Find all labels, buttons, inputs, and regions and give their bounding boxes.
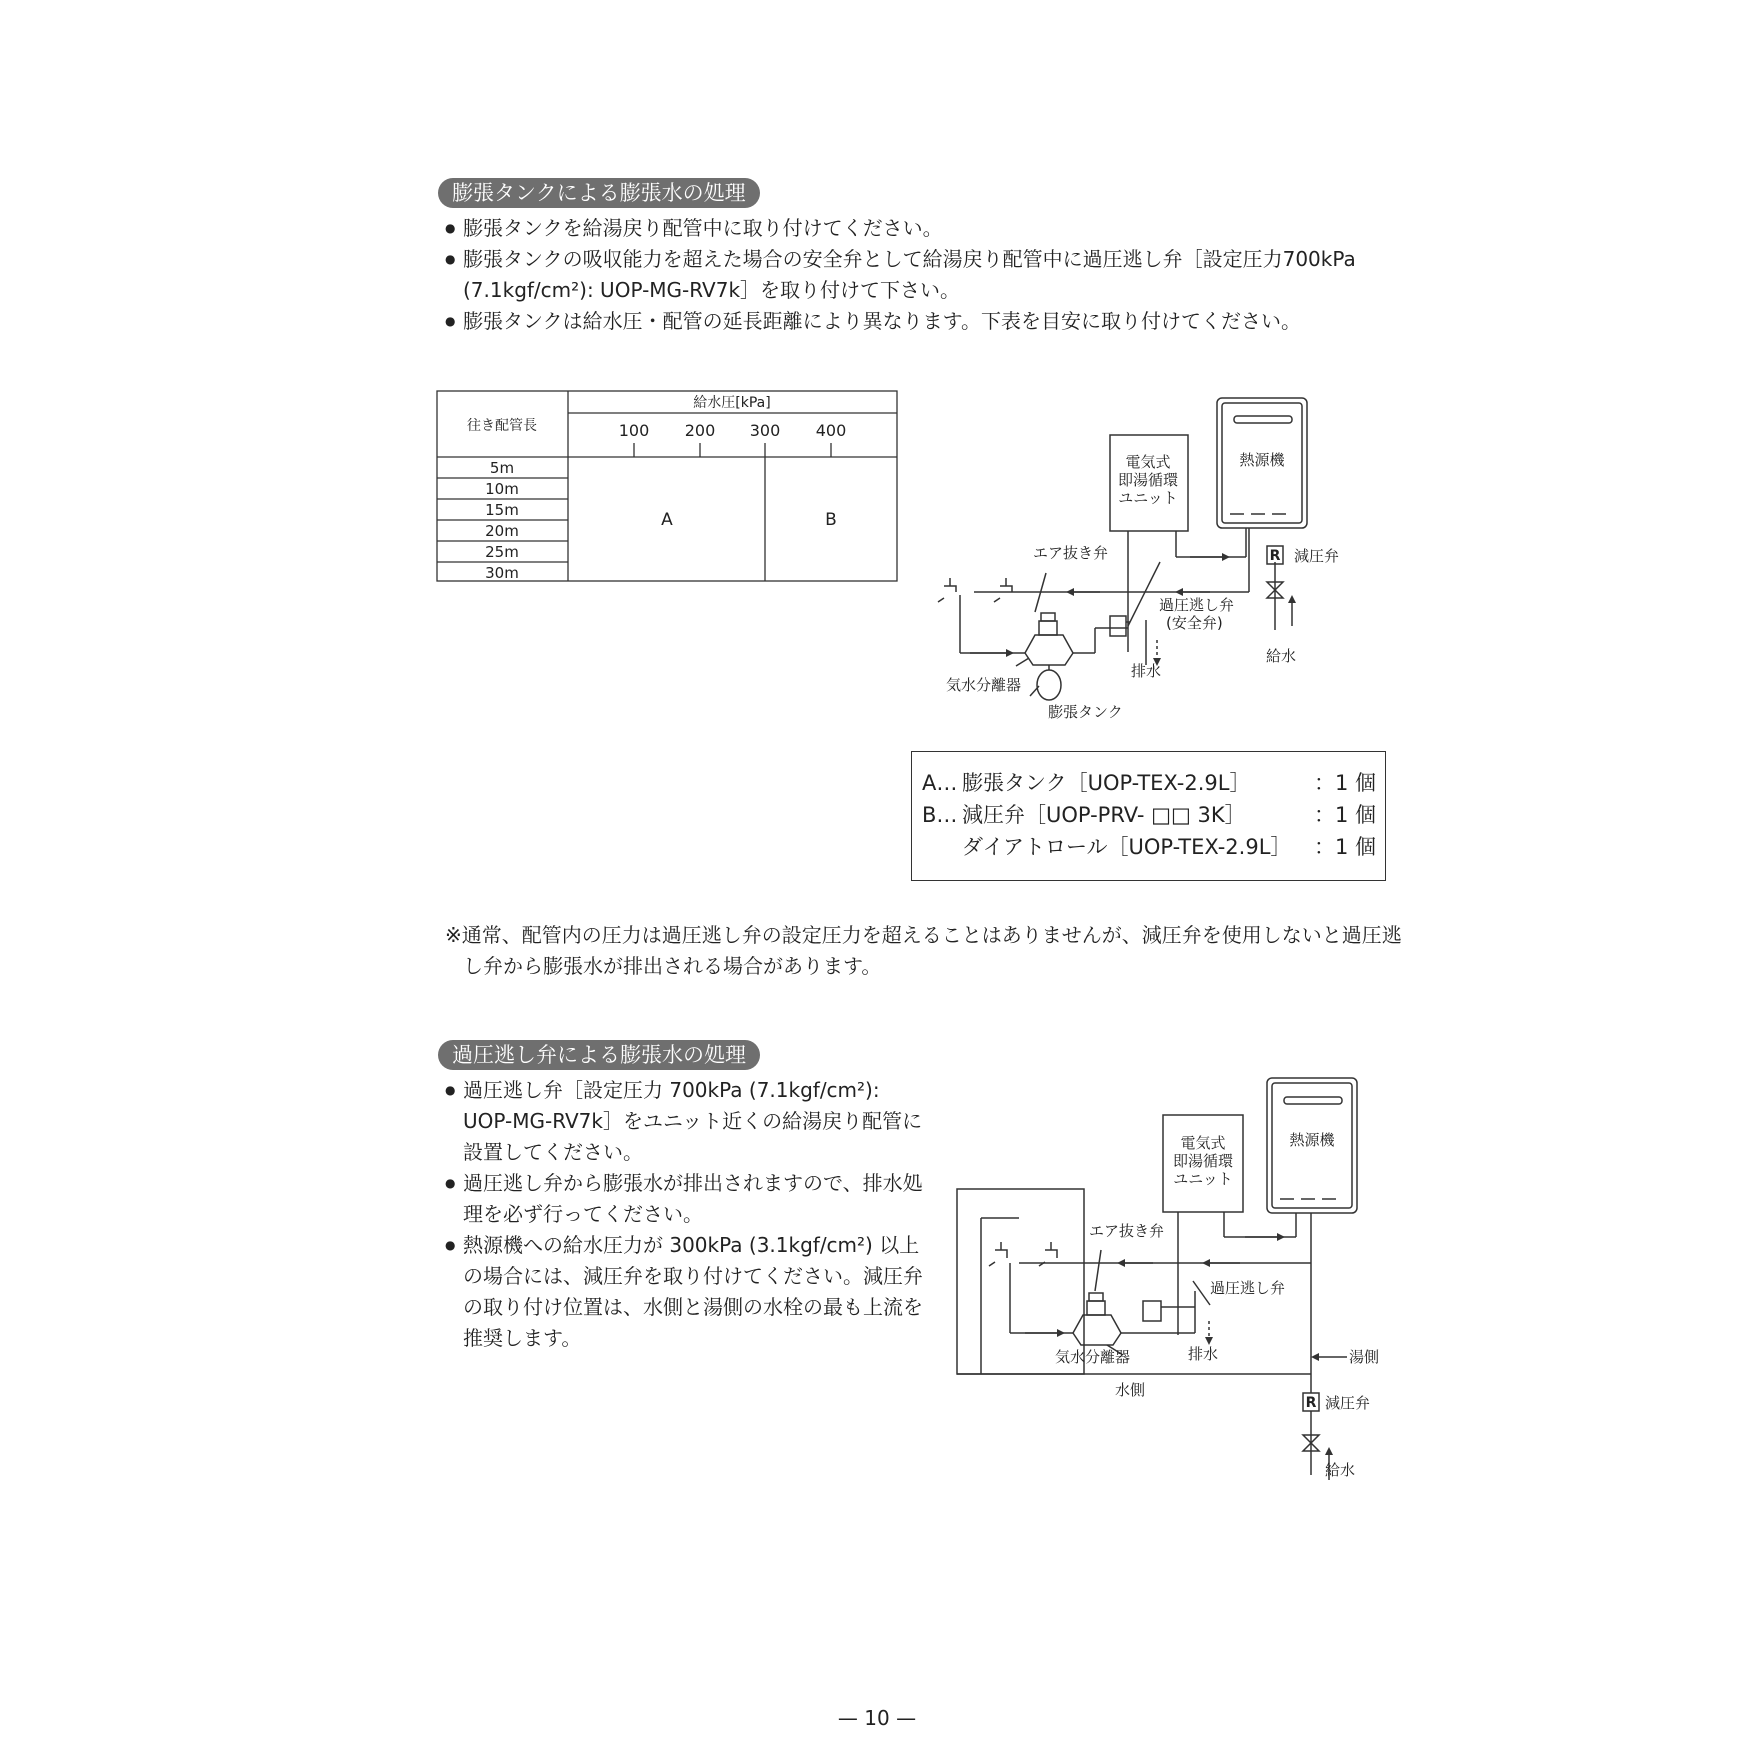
legend-qty: ：1 個 bbox=[1314, 803, 1377, 827]
legend-qty: ：1 個 bbox=[1314, 771, 1377, 795]
tank-shape bbox=[1037, 670, 1061, 700]
unit-line-2: 即湯循環 bbox=[1117, 471, 1179, 489]
col-header: 給水圧[kPa] bbox=[693, 395, 771, 411]
diagram-expansion-tank bbox=[930, 390, 1410, 730]
heater-label: 熱源機 bbox=[1239, 451, 1285, 469]
relief-valve-label: 過圧逃し弁 bbox=[1159, 596, 1235, 614]
hot-side-label: 湯側 bbox=[1349, 1348, 1380, 1366]
region-a: A bbox=[661, 510, 673, 530]
section1-title: 膨張タンクによる膨張水の処理 bbox=[438, 178, 760, 208]
section2-title: 過圧逃し弁による膨張水の処理 bbox=[438, 1040, 760, 1070]
reducing-valve-label: 減圧弁 bbox=[1294, 547, 1340, 565]
section1-bullets bbox=[445, 213, 1395, 337]
legend-qty: ：1 個 bbox=[1314, 835, 1377, 859]
unit-line-2: 即湯循環 bbox=[1172, 1152, 1234, 1170]
r-mark: R bbox=[1305, 1395, 1317, 1411]
section2-bullets bbox=[445, 1075, 925, 1354]
pressure-table bbox=[436, 390, 898, 586]
safety-valve-label: (安全弁) bbox=[1166, 614, 1223, 632]
unit-line-3: ユニット bbox=[1173, 1170, 1233, 1188]
length-25m: 25m bbox=[485, 543, 519, 561]
length-15m: 15m bbox=[485, 501, 519, 519]
legend-name: 膨張タンク［UOP-TEX-2.9L］ bbox=[962, 771, 1251, 795]
unit-line-1: 電気式 bbox=[1180, 1134, 1226, 1152]
legend-prefix: A… bbox=[922, 771, 958, 795]
legend-box bbox=[911, 751, 1386, 881]
length-30m: 30m bbox=[485, 564, 519, 582]
length-20m: 20m bbox=[485, 522, 519, 540]
separator-label: 気水分離器 bbox=[946, 676, 1022, 694]
legend-row-c bbox=[912, 831, 1385, 863]
region-b: B bbox=[825, 510, 837, 530]
legend-row-a bbox=[912, 767, 1385, 799]
drain-label: 排水 bbox=[1131, 662, 1162, 680]
relief-valve-label: 過圧逃し弁 bbox=[1210, 1279, 1286, 1297]
section2-bullet-3: ● 熱源機への給水圧力が 300kPa (3.1kgf/cm²) 以上の場合には、減圧弁を取り付けてください。減圧弁の取り付け位置は、水側と湯側の水栓の最も上流を推奨します。 bbox=[445, 1230, 925, 1354]
diagram-relief-valve bbox=[955, 1075, 1380, 1495]
legend-prefix: B… bbox=[922, 803, 958, 827]
legend-row-b bbox=[912, 799, 1385, 831]
unit-line-1: 電気式 bbox=[1125, 453, 1171, 471]
row-header: 往き配管長 bbox=[467, 418, 537, 434]
heater-label: 熱源機 bbox=[1289, 1131, 1335, 1149]
reducing-valve-label: 減圧弁 bbox=[1325, 1394, 1371, 1412]
pressure-400: 400 bbox=[815, 421, 847, 440]
r-mark: R bbox=[1269, 548, 1281, 564]
section2-bullet-2: ● 過圧逃し弁から膨張水が排出されますので、排水処理を必ず行ってください。 bbox=[445, 1168, 925, 1230]
air-valve-label: エア抜き弁 bbox=[1089, 1222, 1165, 1240]
supply-label: 給水 bbox=[1266, 647, 1297, 665]
legend-name: 減圧弁［UOP-PRV- □□ 3K］ bbox=[962, 803, 1246, 827]
pressure-100: 100 bbox=[618, 421, 650, 440]
pressure-300: 300 bbox=[749, 421, 781, 440]
section1-bullet-3: ● 膨張タンクは給水圧・配管の延長距離により異なります。下表を目安に取り付けてください。 bbox=[445, 306, 1395, 337]
water-side-label: 水側 bbox=[1115, 1381, 1146, 1399]
length-10m: 10m bbox=[485, 480, 519, 498]
section1-bullet-1: ● 膨張タンクを給湯戻り配管中に取り付けてください。 bbox=[445, 213, 1395, 244]
separator-label: 気水分離器 bbox=[1055, 1348, 1131, 1366]
section1-bullet-2: ● 膨張タンクの吸収能力を超えた場合の安全弁として給湯戻り配管中に過圧逃し弁［設定圧力700kPa (7.1kgf/cm²): UOP-MG-RV7k］を取り付けて下さい。 bbox=[445, 244, 1395, 306]
note-text: ※通常、配管内の圧力は過圧逃し弁の設定圧力を超えることはありませんが、減圧弁を使用しないと過圧逃し弁から膨張水が排出される場合があります。 bbox=[445, 923, 1402, 978]
air-valve-label: エア抜き弁 bbox=[1033, 544, 1109, 562]
section2-bullet-1: ● 過圧逃し弁［設定圧力 700kPa (7.1kgf/cm²): UOP-MG-RV7k］をユニット近くの給湯戻り配管に設置してください。 bbox=[445, 1075, 925, 1168]
unit-line-3: ユニット bbox=[1118, 489, 1178, 507]
page-number: — 10 — bbox=[837, 1706, 917, 1730]
pressure-200: 200 bbox=[684, 421, 716, 440]
legend-name: ダイアトロール［UOP-TEX-2.9L］ bbox=[962, 835, 1292, 859]
length-5m: 5m bbox=[489, 459, 515, 477]
tank-label: 膨張タンク bbox=[1048, 703, 1123, 721]
supply-label: 給水 bbox=[1325, 1461, 1356, 1479]
drain-label: 排水 bbox=[1188, 1345, 1219, 1363]
